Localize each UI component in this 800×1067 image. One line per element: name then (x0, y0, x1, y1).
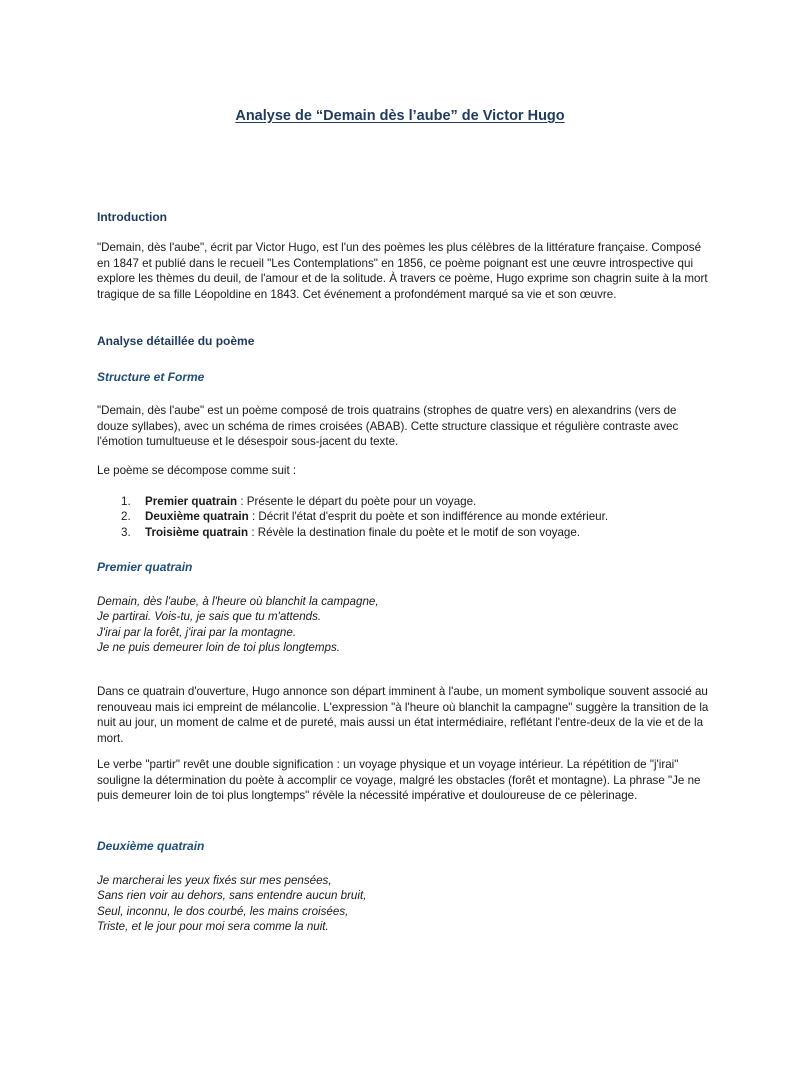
heading-premier-quatrain: Premier quatrain (97, 560, 193, 574)
verse-line: Demain, dès l'aube, à l'heure où blanchit la campagne, (97, 595, 379, 608)
list-item-desc: : Présente le départ du poète pour un voyage. (237, 495, 477, 508)
poem-stanza-2 (97, 873, 697, 934)
list-item-term: Troisième quatrain (145, 525, 249, 539)
paragraph-structure: "Demain, dès l'aube" est un poème composé de trois quatrains (strophes de quatre vers) en alexandrins (vers de douze syllabes), avec un schéma de rimes croisées (ABAB). Cette structure classique et régulière contraste avec l'émotion tumultueuse et le désespoir sous-jacent du texte. (97, 404, 679, 449)
list-item-desc: : Décrit l'état d'esprit du poète et son indifférence au monde extérieur. (248, 510, 609, 524)
heading-introduction: Introduction (97, 210, 167, 224)
verse-line: Je marcherai les yeux fixés sur mes pensées, (97, 874, 332, 887)
heading-structure: Structure et Forme (97, 370, 205, 384)
list-item-term: Deuxième quatrain (145, 510, 249, 524)
paragraph-premier-2: Le verbe "partir" revêt une double signification : un voyage physique et un voyage intérieur. La répétition de "j'irai" souligne la détermination du poète à accomplir ce voyage, malgré les obstacles (forêt et montagne). La phrase "Je ne puis demeurer loin de toi plus longtemps" révèle la nécessité impérative et douloureuse de ce pèlerinage. (97, 758, 701, 803)
verse-line: Sans rien voir au dehors, sans entendre aucun bruit, (97, 889, 367, 903)
verse-line: Je partirai. Vois-tu, je sais que tu m'attends. (97, 610, 322, 624)
heading-deuxieme-quatrain: Deuxième quatrain (97, 839, 205, 853)
list-item (97, 509, 717, 524)
heading-analyse: Analyse détaillée du poème (97, 334, 255, 348)
list-intro: Le poème se décompose comme suit : (97, 464, 297, 477)
verse-line: J'irai par la forêt, j'irai par la montagne. (97, 625, 297, 639)
paragraph-introduction: "Demain, dès l'aube", écrit par Victor Hugo, est l'un des poèmes les plus célèbres de la littérature française. Composé en 1847 et publié dans le recueil "Les Contemplations" en 1856, ce poème poignant est une œuvre introspective qui explore les thèmes du deuil, de l'amour et de la solitude. À travers ce poème, Hugo exprime son chagrin suite à la mort tragique de sa fille Léopoldine en 1843. Cet événement a profondément marqué sa vie et son œuvre. (97, 241, 708, 301)
verse-line: Triste, et le jour pour moi sera comme la nuit. (97, 919, 329, 933)
list-item-number: 2. (121, 510, 131, 524)
list-item-number: 1. (121, 495, 131, 508)
list-item-term: Premier quatrain (145, 495, 238, 508)
document-title: Analyse de “Demain dès l’aube” de Victor Hugo (235, 108, 565, 124)
poem-stanza-1 (97, 594, 697, 655)
list-item (97, 525, 717, 540)
list-item-number: 3. (121, 525, 131, 539)
verse-line: Seul, inconnu, le dos courbé, les mains croisées, (97, 904, 349, 918)
verse-line: Je ne puis demeurer loin de toi plus longtemps. (97, 640, 340, 654)
list-item-desc: : Révèle la destination finale du poète et le motif de son voyage. (248, 525, 581, 539)
quatrain-list (97, 494, 717, 540)
paragraph-premier-1: Dans ce quatrain d'ouverture, Hugo annonce son départ imminent à l'aube, un moment symbolique souvent associé au renouveau mais ici empreint de mélancolie. L'expression "à l'heure où blanchit la campagne" suggère la transition de la nuit au jour, un moment de calme et de pureté, mais aussi un état intermédiaire, reflétant l'entre-deux de la vie et de la mort. (97, 685, 709, 745)
list-item (97, 494, 717, 509)
